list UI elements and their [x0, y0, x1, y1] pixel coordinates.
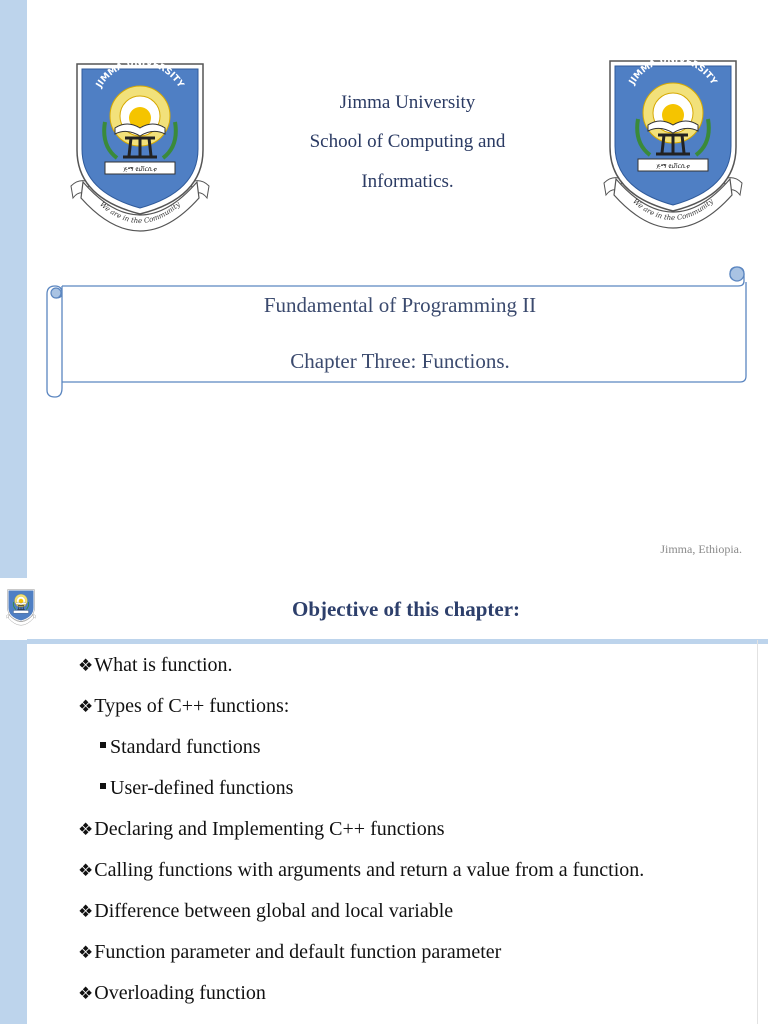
- course-title: Fundamental of Programming II: [263, 293, 537, 317]
- list-item: ❖What is function.: [78, 652, 768, 693]
- university-name: Jimma University: [339, 92, 476, 113]
- objectives-slide: [0, 578, 768, 1024]
- title-separator-bar: [27, 639, 768, 644]
- list-item: ❖Overloading function: [78, 980, 768, 1021]
- university-logo-right: [598, 55, 748, 230]
- svg-text:We are in the Community: We are in the Community: [631, 197, 715, 223]
- list-item: ❖Declaring and Implementing C++ functions: [78, 816, 768, 857]
- square-bullet-icon: [100, 742, 106, 748]
- svg-text:JIMMA UNIVERSITY: JIMMA UNIVERSITY: [627, 55, 719, 87]
- list-item: User-defined functions: [78, 775, 768, 816]
- diamond-bullet-icon: ❖: [78, 861, 94, 880]
- university-seal-icon: [65, 58, 215, 233]
- left-accent-bar: [0, 0, 27, 578]
- chapter-title: Chapter Three: Functions.: [290, 349, 510, 373]
- slide-title: Objective of this chapter:: [291, 597, 521, 621]
- list-item: ❖Difference between global and local variable: [78, 898, 768, 939]
- diamond-bullet-icon: ❖: [78, 984, 94, 1003]
- university-logo-left: [65, 58, 215, 233]
- diamond-bullet-icon: ❖: [78, 902, 94, 921]
- diamond-bullet-icon: ❖: [78, 943, 94, 962]
- objectives-list: [78, 652, 768, 1021]
- diamond-bullet-icon: ❖: [78, 656, 94, 675]
- svg-text:ጅማ ዩኒቨርሲቲ: ጅማ ዩኒቨርሲቲ: [123, 166, 157, 173]
- scroll-banner-shape: [44, 264, 754, 404]
- svg-text:ጅማ ዩኒቨርሲቲ: ጅማ ዩኒቨርሲቲ: [656, 163, 690, 170]
- square-bullet-icon: [100, 783, 106, 789]
- list-item: ❖Function parameter and default function parameter: [78, 939, 768, 980]
- svg-text:JIMMA UNIVERSITY: JIMMA UNIVERSITY: [94, 58, 186, 90]
- list-item: Standard functions: [78, 734, 768, 775]
- school-name-line1: School of Computing and: [309, 131, 506, 152]
- svg-text:We are in the Community: We are in the Community: [98, 200, 182, 226]
- diamond-bullet-icon: ❖: [78, 697, 94, 716]
- university-seal-icon: [598, 55, 748, 230]
- school-name-line2: Informatics.: [361, 171, 454, 192]
- location-label: Jimma, Ethiopia.: [660, 542, 742, 556]
- list-item: ❖Types of C++ functions:: [78, 693, 768, 734]
- left-accent-bar: [0, 640, 27, 1024]
- diamond-bullet-icon: ❖: [78, 820, 94, 839]
- list-item: ❖Calling functions with arguments and return a value from a function.: [78, 857, 768, 898]
